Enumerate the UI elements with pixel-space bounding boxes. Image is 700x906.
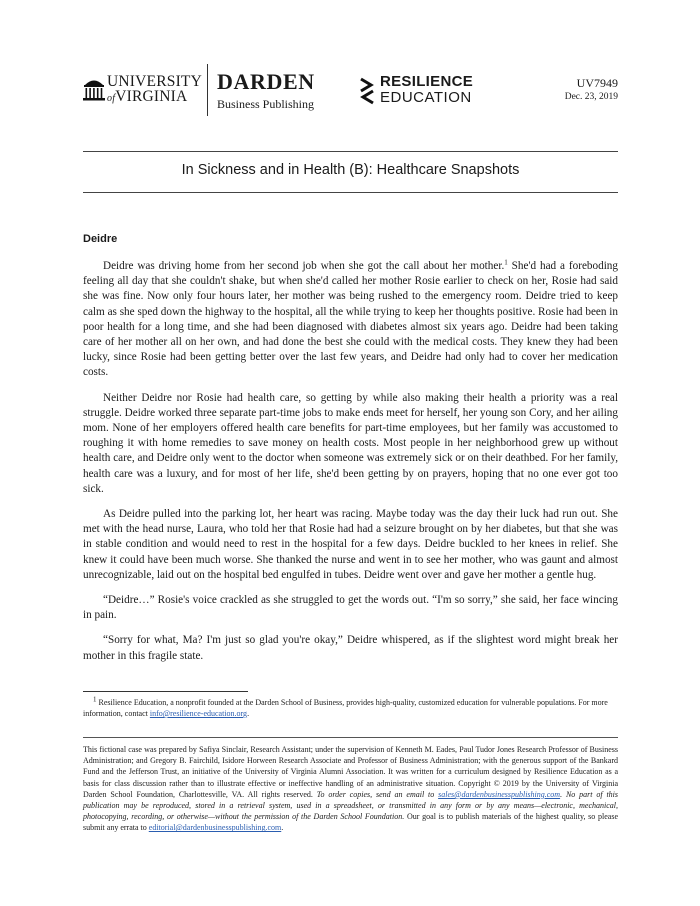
resilience-line1: RESILIENCE — [380, 73, 474, 90]
darden-sub: Business Publishing — [217, 97, 315, 111]
paragraph-1: Deidre was driving home from her second job when she got the call about her mother.$^1$ She'd had a foreboding feeling all day that she couldn't shake, but when she'd called her mother Rosie earlier to check on her, Rosie had said she was fine. Now only four hours later, her mother was being rushed to the emergency room. Deidre tried to keep calm as she sped down the highway to the hospital, all the while trying to keep her thoughts positive. Rosie had been in poor health for a long time, and she had been diagnosed with diabetes almost six years ago. Deidre had been taking care of her mother all on her own, and had done the best she could with the medical costs. They knew they had been lucky, since Rosie had been getting better over the last few years, and Deidre had only had to cover her medication costs. — [83, 258, 618, 379]
rotunda-icon — [83, 76, 105, 102]
footnote-number: 1 — [93, 695, 97, 704]
document-id: UV7949 — [576, 76, 618, 90]
page-title: In Sickness and in Health (B): Healthcare Snapshots — [181, 162, 520, 178]
title-rule-bottom — [83, 192, 618, 193]
preparer-rule — [83, 737, 618, 738]
errata-email-link[interactable]: editorial@dardenbusinesspublishing.com — [148, 823, 282, 833]
document-id-block — [565, 76, 618, 104]
uva-line1: UNIVERSITY — [107, 73, 202, 90]
chevron-arrow-icon — [358, 75, 376, 105]
uva-logo — [83, 73, 202, 108]
footnote-rule — [83, 691, 248, 692]
resilience-logo — [358, 74, 473, 106]
uva-of: of — [107, 93, 116, 104]
logo-separator — [207, 64, 208, 116]
footnote: $^1$ Resilience Education, a nonprofit founded at the Darden School of Business, provides high-quality, customized education for vulnerable populations. For more information, contact info@resilience-education.org. — [83, 695, 608, 718]
body-text — [83, 259, 618, 674]
paragraph-3: As Deidre pulled into the parking lot, her heart was racing. Maybe today was the day their luck had run out. She met with the head nurse, Laura, who told her that Rosie had had a seizure brought on by her diabetes, but that she was in stable condition and would need to rest in the hospital for a few days. Deidre buckled to her knees in relief. She knew it could have been much worse. She thanked the nurse and went in to see her mother, who was gaunt and almost unrecognizable, laid out on the hospital bed engulfed in tubes. Deidre went over and gave her mother a gentle hug. — [83, 508, 618, 581]
darden-logo — [217, 70, 315, 112]
section-heading: Deidre — [83, 233, 118, 245]
paragraph-2: Neither Deidre nor Rosie had health care, so getting by while also making their health a priority was a real struggle. Deidre worked three separate part-time jobs to make ends meet for herself, her young son Cory, and her ailing mom. None of her employers offered health care benefits for part-time employees, but her family was accustomed to roughing it with home remedies to save money on health costs. Most people in her neighborhood grew up without health care, and Deidre only went to the doctor when someone was extremely sick or on their deathbed. For her family, health care was a luxury, and for most of her life, she'd been getting by on prayers, hoping that no one ever got too sick. — [83, 391, 618, 495]
uva-line2: VIRGINIA — [115, 88, 188, 105]
footnote-email-link[interactable]: info@resilience-education.org — [149, 709, 248, 718]
title-rule-top — [83, 151, 618, 152]
paragraph-4: “Deidre…” Rosie's voice crackled as she struggled to get the words out. “I'm so sorry,” she said, her face wincing in pain. — [83, 594, 618, 622]
footnote-ref: 1 — [504, 258, 508, 267]
preparer-note: This fictional case was prepared by Safiya Sinclair, Research Assistant; under the supervision of Kenneth M. Eades, Paul Tudor Jones Research Professor of Business Administration; and Gregory B. Fairchild, Isidore Horween Research Associate and Professor of Business Administration; with the generous support of the Bankard Fund and the Jefferson Trust, an initiative of the University of Virginia Alumni Association. It was written for a curriculum designed by Resilience Education as a basis for class discussion rather than to illustrate effective or ineffective handling of an administrative situation. Copyright © 2019 by the University of Virginia Darden School Foundation, Charlottesville, VA. All rights reserved. To order copies, send an email to sales@dardenbusinesspublishing.com. No part of this publication may be reproduced, stored in a retrieval system, used in a spreadsheet, or transmitted in any form or by any means—electronic, mechanical, photocopying, recording, or otherwise—without the permission of the Darden School Foundation. Our goal is to publish materials of the highest quality, so please submit any errata to editorial@dardenbusinesspublishing.com. — [83, 745, 619, 833]
resilience-line2: EDUCATION — [380, 89, 472, 106]
darden-name: DARDEN — [217, 69, 315, 94]
document-date: Dec. 23, 2019 — [564, 92, 618, 102]
sales-email-link[interactable]: sales@dardenbusinesspublishing.com — [438, 789, 561, 799]
paragraph-5: “Sorry for what, Ma? I'm just so glad you're okay,” Deidre whispered, as if the slightest word might break her mother in this fragile state. — [83, 634, 618, 662]
